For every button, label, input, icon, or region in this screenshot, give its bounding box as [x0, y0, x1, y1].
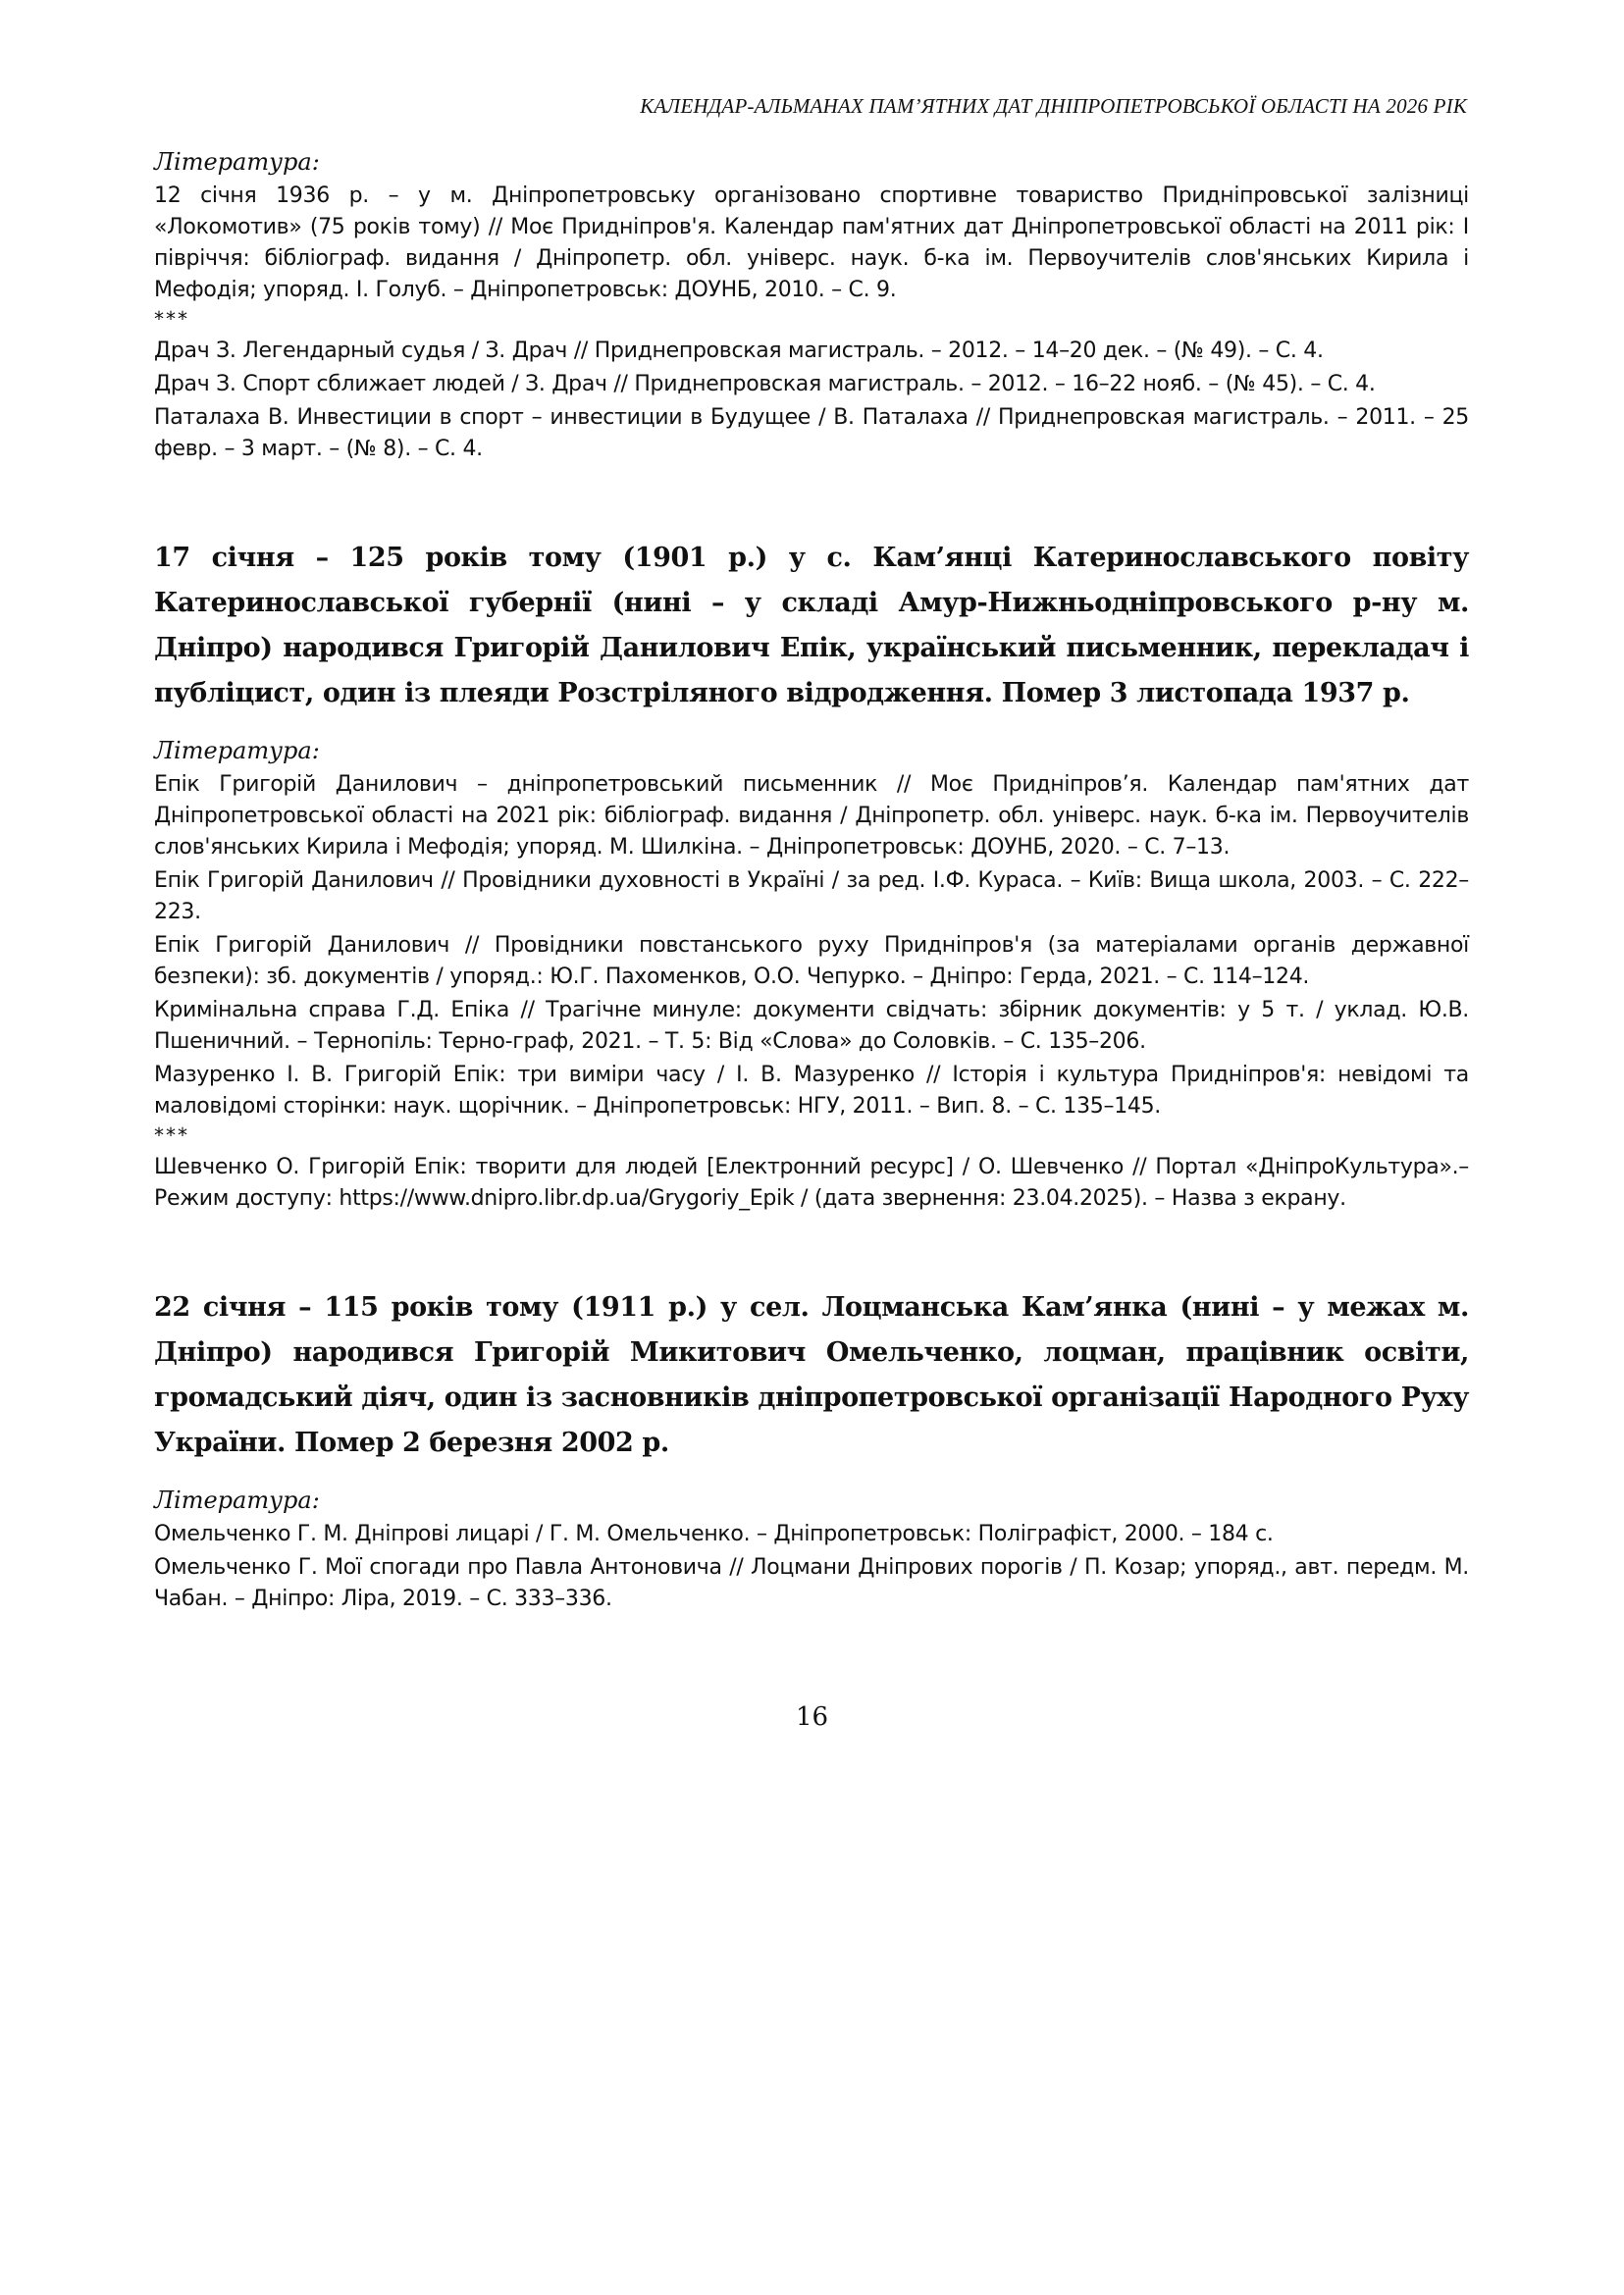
reference-item: Епік Григорій Данилович – дніпропетровський письменник // Моє Придніпров’я. Календар пам'ятних дат Дніпропетровської області на 2021 рік: бібліограф. видання / Дніпропетр. обл. універс. наук. б-ка ім. Первоучителів слов'янських Кирила і Мефодія; упоряд. М. Шилкіна. – Дніпропетровськ: ДОУНБ, 2020. – С. 7–13.: [154, 772, 1469, 860]
separator-stars: ***: [154, 307, 189, 331]
reference-item: Епік Григорій Данилович // Провідники повстанського руху Придніпров'я (за матеріалами органів державної безпеки): зб. документів / упоряд.: Ю.Г. Пахоменков, О.О. Чепурко. – Дніпро: Герда, 2021. – С. 114–124.: [154, 933, 1469, 989]
reference-item: Шевченко О. Григорій Епік: творити для людей [Електронний ресурс] / О. Шевченко // Портал «ДніпроКультура».– Режим доступу: https://www.dnipro.libr.dp.ua/Grygoriy_Epik / (дата звернення: 23.04.2025). – Назва з екрану.: [154, 1155, 1469, 1211]
section-2: [154, 536, 1469, 1215]
reference-item: Кримінальна справа Г.Д. Епіка // Трагічне минуле: документи свідчать: збірник документів: у 5 т. / уклад. Ю.В. Пшеничний. – Тернопіль: Терно-граф, 2021. – Т. 5: Від «Слова» до Соловків. – С. 135–206.: [154, 998, 1469, 1054]
separator-stars: ***: [154, 1123, 189, 1147]
reference-item: Драч З. Легендарный судья / З. Драч // Приднепровская магистраль. – 2012. – 14–20 дек. – (№ 49). – С. 4.: [154, 339, 1324, 363]
section-gap: [154, 1217, 1469, 1285]
reference-item: Драч З. Спорт сближает людей / З. Драч // Приднепровская магистраль. – 2012. – 16–22 нояб. – (№ 45). – С. 4.: [154, 372, 1376, 396]
page-content: [154, 147, 1469, 1617]
running-header: КАЛЕНДАР-АЛЬМАНАХ ПАМ’ЯТНИХ ДАТ ДНІПРОПЕТРОВСЬКОЇ ОБЛАСТІ НА 2026 РІК: [640, 94, 1467, 118]
page-number: 16: [795, 1702, 829, 1732]
literature-heading: Література:: [154, 1487, 320, 1514]
event-description: 22 січня – 115 років тому (1911 р.) у сел. Лоцманська Кам’янка (нині – у межах м. Дніпро) народився Григорій Микитович Омельченко, лоцман, працівник освіти, громадський діяч, один із засновників дніпропетровської організації Народного Руху України. Помер 2 березня 2002 р.: [154, 1292, 1469, 1458]
reference-item: 12 січня 1936 р. – у м. Дніпропетровську організовано спортивне товариство Придніпровської залізниці «Локомотив» (75 років тому) // Моє Придніпров'я. Календар пам'ятних дат Дніпропетровської області на 2011 рік: І півріччя: бібліограф. видання / Дніпропетр. обл. універс. наук. б-ка ім. Первоучителів слов'янських Кирила і Мефодія; упоряд. І. Голуб. – Дніпропетровськ: ДОУНБ, 2010. – С. 9.: [154, 183, 1469, 302]
section-1: [154, 147, 1469, 465]
literature-heading: Література:: [154, 148, 320, 176]
reference-item: Омельченко Г. М. Дніпрові лицарі / Г. М. Омельченко. – Дніпропетровськ: Поліграфіст, 2000. – 184 с.: [154, 1522, 1274, 1546]
reference-item: Мазуренко І. В. Григорій Епік: три виміри часу / І. В. Мазуренко // Історія і культура Придніпров'я: невідомі та маловідомі сторінки: наук. щорічник. – Дніпропетровськ: НГУ, 2011. – Вип. 8. – С. 135–145.: [154, 1063, 1469, 1119]
reference-item: Епік Григорій Данилович // Провідники духовності в Україні / за ред. І.Ф. Кураса. – Київ: Вища школа, 2003. – С. 222–223.: [154, 868, 1469, 924]
event-description: 17 січня – 125 років тому (1901 р.) у с. Кам’янці Катеринославського повіту Катеринославської губернії (нині – у складі Амур-Нижньодніпровського р-ну м. Дніпро) народився Григорій Данилович Епік, український письменник, перекладач і публіцист, один із плеяди Розстріляного відродження. Помер 3 листопада 1937 р.: [154, 543, 1469, 708]
reference-item: Омельченко Г. Мої спогади про Павла Антоновича // Лоцмани Дніпрових порогів / П. Козар; упоряд., авт. передм. М. Чабан. – Дніпро: Ліра, 2019. – С. 333–336.: [154, 1555, 1469, 1611]
section-gap: [154, 467, 1469, 536]
literature-heading: Література:: [154, 737, 320, 764]
section-3: [154, 1285, 1469, 1615]
reference-item: Паталаха В. Инвестиции в спорт – инвестиции в Будущее / В. Паталаха // Приднепровская магистраль. – 2011. – 25 февр. – 3 март. – (№ 8). – С. 4.: [154, 405, 1469, 461]
